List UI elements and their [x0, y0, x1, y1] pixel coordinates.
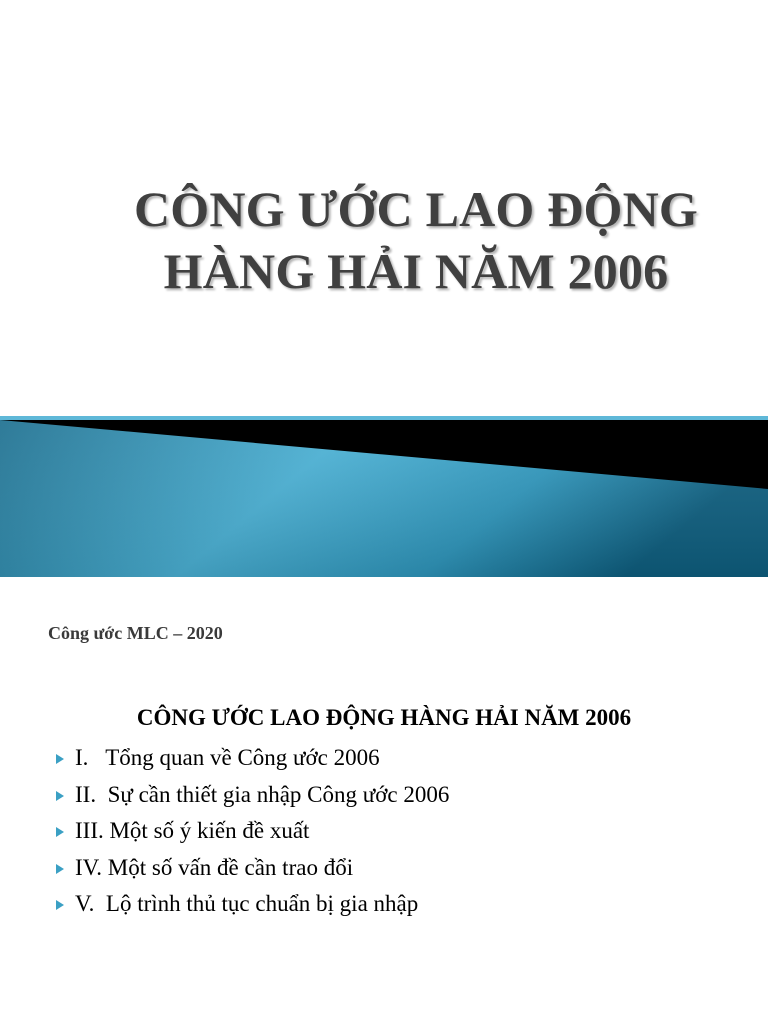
arrow-bullet-icon [56, 827, 64, 837]
list-item-text: IV. Một số vấn đề cần trao đổi [75, 854, 354, 880]
list-item-text: V. Lộ trình thủ tục chuẩn bị gia nhập [75, 891, 419, 917]
outline-slide [0, 577, 768, 1024]
outline-heading: CÔNG ƯỚC LAO ĐỘNG HÀNG HẢI NĂM 2006 [136, 705, 632, 730]
main-title-line-1: CÔNG ƯỚC LAO ĐỘNG [133, 181, 699, 237]
outline-list [56, 740, 449, 923]
main-title-line-2: HÀNG HẢI NĂM 2006 [163, 243, 669, 299]
slide-caption: Công ước MLC – 2020 [48, 623, 223, 643]
arrow-bullet-icon [56, 900, 64, 910]
main-title [0, 178, 768, 302]
list-item-text: I. Tổng quan về Công ước 2006 [75, 745, 380, 771]
list-item [56, 886, 449, 923]
decorative-band [0, 416, 768, 577]
list-item [56, 813, 449, 850]
list-item [56, 740, 449, 777]
list-item [56, 777, 449, 814]
arrow-bullet-icon [56, 791, 64, 801]
arrow-bullet-icon [56, 754, 64, 764]
list-item-text: II. Sự cần thiết gia nhập Công ước 2006 [75, 781, 450, 807]
list-item-text: III. Một số ý kiến đề xuất [75, 818, 310, 844]
band-top-line [0, 416, 768, 420]
arrow-bullet-icon [56, 864, 64, 874]
list-item [56, 850, 449, 887]
